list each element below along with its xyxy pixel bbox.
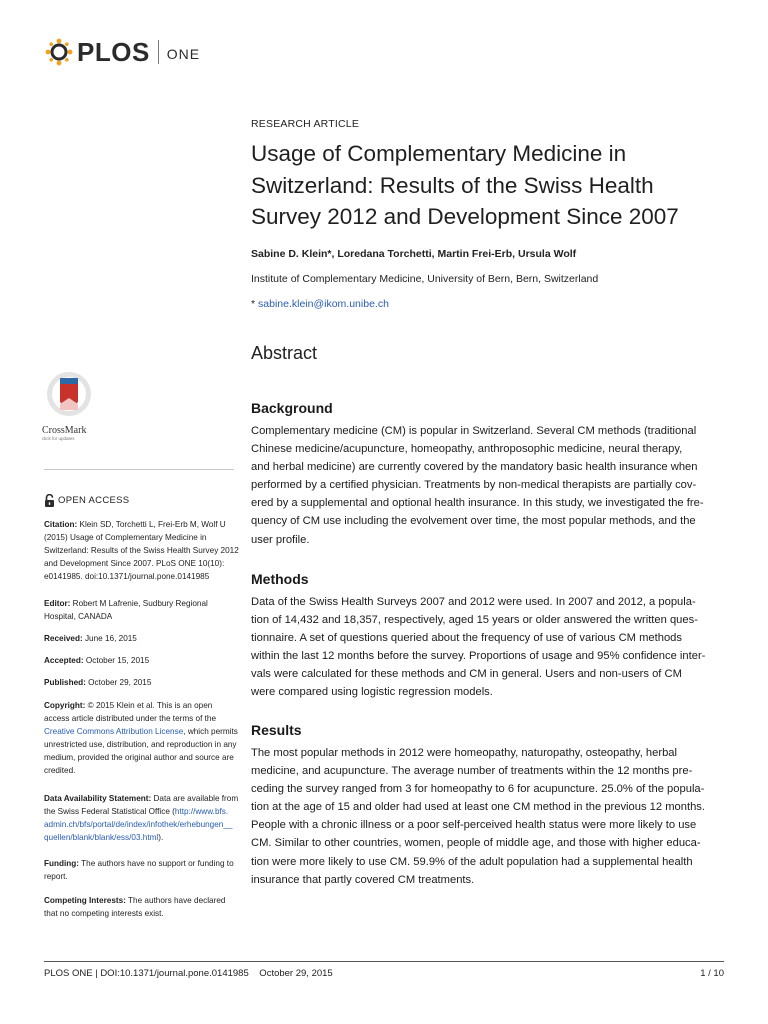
- logo-plos-text: PLOS: [77, 36, 150, 67]
- data-availability-label: Data Availability Statement:: [44, 794, 152, 803]
- background-heading: Background: [251, 400, 333, 416]
- competing-interests-text: The authors have declared that no competing interests exist.: [44, 896, 226, 918]
- results-heading: Results: [251, 722, 302, 738]
- methods-text: Data of the Swiss Health Surveys 2007 and 2012 were used. In 2007 and 2012, a popula- tion of 14,432 and 18,357, respectively, aged 15 years or older answered the written ques- tionnaire. A set of questions queried about the frequency of use of various CM methods within the last 12 months before the survey. Proportions of usage and 95% confidence inter- vals were calculated for these methods and CM in general. Users and non-users of CM were compared using logistic regression models.: [251, 596, 706, 699]
- open-lock-icon: [44, 494, 55, 507]
- methods-heading: Methods: [251, 571, 309, 587]
- data-availability-text: Data are available from the Swiss Federal Statistical Office (: [44, 794, 239, 816]
- copyright-block: [44, 699, 240, 777]
- author-list: Sabine D. Klein*, Loredana Torchetti, Martin Frei-Erb, Ursula Wolf: [251, 248, 577, 260]
- license-link[interactable]: Creative Commons Attribution License: [44, 727, 184, 736]
- crossmark-label: CrossMark: [42, 425, 87, 436]
- citation-text: Klein SD, Torchetti L, Frei-Erb M, Wolf U (2015) Usage of Complementary Medicine in Switzerland: Results of the Swiss Health Survey 2012 and Development Since 2007. PLoS ONE 10(10): e0141985. doi:10.1371/journal.pone.0141985: [44, 520, 239, 581]
- crossmark-icon: [42, 370, 96, 418]
- footer-divider: [44, 961, 724, 962]
- plos-logo-mark-icon: [44, 37, 74, 67]
- editor-text: Robert M Lafrenie, Sudbury Regional Hospital, CANADA: [44, 599, 208, 621]
- results-text: The most popular methods in 2012 were homeopathy, naturopathy, osteopathy, herbal medicine, and acupuncture. The average number of treatments within the 12 months pre- ceding the survey ranged from 3 for homeopathy to 6 for acupuncture. 25.0% of the popula- tion at the age of 15 and older had used at least one CM method in the previous 12 months. People with a chronic illness or a poor self-perceived health status were more likely to use CM. Similar to other countries, women, people of middle age, and those with higher educa- tion were more likely to use CM. 59.9% of the adult population had a supplemental health insurance that partly covered CM treatments.: [251, 747, 706, 886]
- accepted-label: Accepted:: [44, 656, 84, 665]
- copyright-text-start: © 2015 Klein et al. This is an open access article distributed under the terms of the: [44, 701, 217, 723]
- editor-block: [44, 597, 240, 623]
- crossmark-badge[interactable]: [42, 370, 98, 441]
- funding-label: Funding:: [44, 859, 80, 868]
- email-link[interactable]: sabine.klein@ikom.unibe.ch: [258, 298, 389, 310]
- published-block: [44, 676, 240, 689]
- published-label: Published:: [44, 678, 86, 687]
- open-access-badge: [44, 494, 129, 507]
- citation-block: [44, 518, 240, 583]
- article-type-label: RESEARCH ARTICLE: [251, 118, 360, 130]
- data-availability-text-end: ).: [158, 833, 164, 842]
- funding-text: The authors have no support or funding to report.: [44, 859, 234, 881]
- logo-journal-text: ONE: [166, 46, 201, 62]
- background-text: Complementary medicine (CM) is popular in Switzerland. Several CM methods (traditional Chinese medicine/acupuncture, homeopathy, anthroposophic medicine, neural therapy, and herbal medicine) are currently covered by the mandatory basic health insurance when performed by a certified physician. Treatments by non-medical therapists are partially cov- ered by a supplemental and optional health insurance. In this study, we investigated the fre- quency of CM use including the evolvement over time, the most popular methods, and the user profile.: [251, 425, 704, 546]
- copyright-label: Copyright:: [44, 701, 86, 710]
- logo-divider: [158, 40, 159, 64]
- plos-one-logo[interactable]: [44, 34, 200, 70]
- footer-citation: PLOS ONE | DOI:10.1371/journal.pone.0141985 October 29, 2015: [44, 968, 333, 979]
- copyright-text-end: , which permits unrestricted use, distribution, and reproduction in any medium, provided the original author and source are credited.: [44, 727, 238, 775]
- data-source-link[interactable]: http://www.bfs. admin.ch/bfs/portal/de/index/infothek/erhebungen__ quellen/blank/blank/ess/03.html: [44, 807, 233, 842]
- editor-label: Editor:: [44, 599, 71, 608]
- abstract-heading: Abstract: [251, 343, 318, 363]
- corresponding-email: [251, 298, 721, 310]
- received-block: [44, 632, 240, 645]
- accepted-date: October 15, 2015: [83, 656, 150, 665]
- email-asterisk: *: [251, 298, 256, 310]
- citation-label: Citation:: [44, 520, 78, 529]
- funding-block: [44, 857, 240, 883]
- sidebar-divider: [44, 469, 234, 470]
- accepted-block: [44, 654, 240, 667]
- open-access-label: OPEN ACCESS: [58, 495, 130, 506]
- page-number: 1 / 10: [700, 968, 724, 979]
- received-date: June 16, 2015: [82, 634, 137, 643]
- competing-interests-label: Competing Interests:: [44, 896, 126, 905]
- data-availability-block: [44, 792, 240, 844]
- affiliation: Institute of Complementary Medicine, University of Bern, Bern, Switzerland: [251, 273, 599, 285]
- crossmark-sublabel: click for updates: [42, 436, 75, 441]
- published-date: October 29, 2015: [85, 678, 152, 687]
- competing-interests-block: [44, 894, 240, 920]
- received-label: Received:: [44, 634, 83, 643]
- article-title: Usage of Complementary Medicine in Switzerland: Results of the Swiss Health Survey 2012 and Development Since 2007: [251, 141, 679, 229]
